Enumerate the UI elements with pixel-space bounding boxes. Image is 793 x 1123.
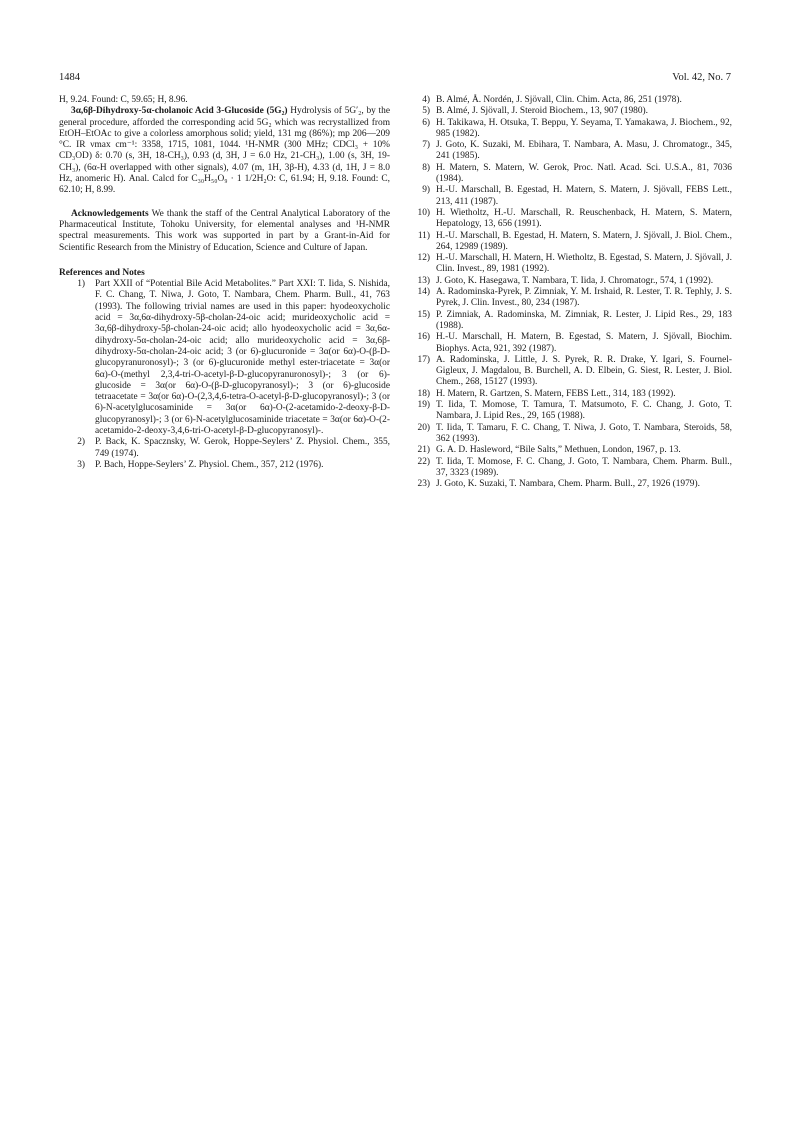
reference-text: Part XXII of “Potential Bile Acid Metabolites.” Part XXI: T. Iida, S. Nishida, F. C. Chang, T. Niwa, J. Goto, T. Nambara, Chem. Pharm. Bull., 41, 763 (1993). The following trivial names are used in this paper: hyodeoxycholic acid = 3α,6α-dihydroxy-5β-cholan-24-oic acid; murideoxycholic acid = 3α,6β-dihydroxy-5β-cholan-24-oic acid; allo hyodeoxycholic acid = 3α,6α-dihydroxy-5α-cholan-24-oic acid; allo murideoxycholic acid = 3α,6β-dihydroxy-5α-cholan-24-oic acid; 3 (or 6)-glucuronide = 3α(or 6α)-O-(β-D-glucopyranuronosyl)-; 3 (or 6)-glucuronide methyl ester-triacetate = 3α(or 6α)-O-(methyl 2,3,4-tri-O-acetyl-β-D-glucopyranuronosyl)-; 3 (or 6)-glucoside = 3α(or 6α)-O-(β-D-glucopyranosyl)-; 3 (or 6)-glucoside tetraacetate = 3α(or 6α)-O-(2,3,4,6-tetra-O-acetyl-β-D-glucopyranosyl)-; 3 (or 6)-N-acetylglucosaminide = 3α(or 6α)-O-(2-acetamido-2-deoxy-β-D-glucopyranosyl)-; 3 (or 6)-N-acetylglucosaminide triacetate = 3α(or 6α)-O-(2-acetamido-2-deoxy-3,4,6-tri-O-acetyl-β-D-glucopyranosyl)-. xyxy=(95,279,390,437)
reference-number: 4) xyxy=(422,95,430,105)
compound-body: Hydrolysis of 5G′₂, by the general procedure, afforded the corresponding acid 5G₂ which was recrystallized from EtOH–EtOAc to give a colorless amorphous solid; yield, 131 mg (86%); mp 206—209 °C. IR νmax cm⁻¹: 3358, 1715, 1081, 1044. ¹H-NMR (300 MHz; CDCl₃ + 10% CD₃OD) δ: 0.70 (s, 3H, 18-CH₃), 0.93 (d, 3H, J = 6.0 Hz, 21-CH₃), 1.00 (s, 3H, 19-CH₃), (6α-H overlapped with other signals), 4.07 (m, 1H, 3β-H), 4.33 (d, 1H, J = 8.0 Hz, anomeric H). Anal. Calcd for C₃₀H₅₀O₉ · 1 1/2H₂O: C, 61.94; H, 9.18. Found: C, 62.10; H, 8.99. xyxy=(59,106,391,196)
references-list-right xyxy=(404,95,732,490)
reference-item xyxy=(404,457,732,480)
reference-number: 14) xyxy=(417,287,430,298)
reference-text: T. Iida, T. Momose, T. Tamura, T. Matsumoto, F. C. Chang, J. Goto, T. Nambara, J. Lipid Res., 29, 165 (1988). xyxy=(436,400,732,422)
reference-number: 3) xyxy=(77,459,85,470)
references-title: References and Notes xyxy=(59,267,145,278)
reference-item xyxy=(404,355,732,389)
reference-item xyxy=(404,106,732,117)
reference-text: J. Goto, K. Suzaki, T. Nambara, Chem. Pharm. Bull., 27, 1926 (1979). xyxy=(436,479,700,490)
references-list-left xyxy=(59,279,390,471)
reference-number: 19) xyxy=(417,400,430,411)
reference-item xyxy=(404,140,732,163)
reference-item xyxy=(404,253,732,276)
reference-text: P. Zimniak, A. Radominska, M. Zimniak, R. Lester, J. Lipid Res., 29, 183 (1988). xyxy=(436,309,732,331)
reference-item xyxy=(404,287,732,310)
reference-item xyxy=(404,479,732,490)
reference-number: 15) xyxy=(417,309,430,320)
reference-number: 6) xyxy=(422,117,430,128)
reference-text: H.-U. Marschall, B. Egestad, H. Matern, S. Matern, J. Sjövall, J. Biol. Chem., 264, 12989 (1989). xyxy=(436,230,732,252)
reference-number: 12) xyxy=(417,253,430,264)
reference-text: H. Matern, R. Gartzen, S. Matern, FEBS Lett., 314, 183 (1992). xyxy=(436,388,676,399)
reference-item xyxy=(404,445,732,456)
right-column xyxy=(404,95,732,490)
reference-text: T. Iida, T. Momose, F. C. Chang, J. Goto, T. Nambara, Chem. Pharm. Bull., 37, 3323 (1989). xyxy=(436,456,732,478)
reference-number: 7) xyxy=(422,140,430,151)
reference-text: H. Takikawa, H. Otsuka, T. Beppu, Y. Seyama, T. Yamakawa, J. Biochem., 92, 985 (1982). xyxy=(436,117,732,139)
reference-text: J. Goto, K. Hasegawa, T. Nambara, T. Iida, J. Chromatogr., 574, 1 (1992). xyxy=(436,275,714,286)
reference-item xyxy=(404,310,732,333)
reference-number: 16) xyxy=(417,332,430,343)
reference-number: 10) xyxy=(417,207,430,218)
reference-number: 5) xyxy=(422,106,430,117)
reference-text: H. Matern, S. Matern, W. Gerok, Proc. Natl. Acad. Sci. U.S.A., 81, 7036 (1984). xyxy=(436,162,732,185)
reference-text: A. Radominska, J. Little, J. S. Pyrek, R. R. Drake, Y. Igari, S. Fournel-Gigleux, J. Magdalou, B. Burchell, A. D. Elbein, G. Siest, R. Lester, J. Biol. Chem., 268, 15127 (1993). xyxy=(436,354,732,388)
compound-paragraph xyxy=(59,106,390,196)
reference-text: H.-U. Marschall, H. Matern, H. Wietholtz, B. Egestad, S. Matern, J. Sjövall, J. Clin. Invest., 89, 1981 (1992). xyxy=(436,253,732,275)
reference-number: 22) xyxy=(417,456,430,467)
reference-text: G. A. D. Hasleword, “Bile Salts,” Methuen, London, 1967, p. 13. xyxy=(436,445,681,456)
reference-item xyxy=(404,163,732,186)
acknowledgements-paragraph xyxy=(59,209,390,254)
reference-item xyxy=(59,437,390,460)
reference-text: T. Iida, T. Tamaru, F. C. Chang, T. Niwa, J. Goto, T. Nambara, Steroids, 58, 362 (1993). xyxy=(436,422,732,444)
reference-item xyxy=(404,276,732,287)
found-line: H, 9.24. Found: C, 59.65; H, 8.96. xyxy=(59,95,188,105)
reference-number: 21) xyxy=(417,445,430,456)
reference-number: 1) xyxy=(77,279,85,290)
reference-item xyxy=(404,95,732,106)
reference-number: 18) xyxy=(417,388,430,399)
reference-text: H.-U. Marschall, H. Matern, B. Egestad, S. Matern, J. Sjövall, Biochim. Biophys. Acta, 921, 392 (1987). xyxy=(436,332,732,354)
reference-text: P. Bach, Hoppe-Seylers’ Z. Physiol. Chem., 357, 212 (1976). xyxy=(95,459,324,470)
reference-number: 20) xyxy=(417,422,430,433)
volume-issue: Vol. 42, No. 7 xyxy=(672,72,731,83)
reference-item xyxy=(404,185,732,208)
reference-text: H. Wietholtz, H.-U. Marschall, R. Reuschenback, H. Matern, S. Matern, Hepatology, 13, 656 (1991). xyxy=(436,207,732,230)
reference-number: 17) xyxy=(417,354,430,365)
reference-item xyxy=(404,231,732,254)
reference-text: B. Almé, Å. Nordén, J. Sjövall, Clin. Chim. Acta, 86, 251 (1978). xyxy=(436,95,682,105)
reference-text: H.-U. Marschall, B. Egestad, H. Matern, S. Matern, J. Sjövall, FEBS Lett., 213, 411 (1987). xyxy=(436,185,732,207)
page-number: 1484 xyxy=(59,72,80,83)
reference-item xyxy=(59,279,390,437)
reference-number: 23) xyxy=(417,479,430,490)
reference-text: A. Radominska-Pyrek, P. Zimniak, Y. M. Irshaid, R. Lester, T. R. Tephly, J. S. Pyrek, J. Clin. Invest., 80, 234 (1987). xyxy=(436,287,732,309)
reference-item xyxy=(404,400,732,423)
reference-item xyxy=(404,332,732,355)
reference-item xyxy=(404,208,732,231)
reference-text: P. Back, K. Spacznsky, W. Gerok, Hoppe-Seylers’ Z. Physiol. Chem., 355, 749 (1974). xyxy=(95,437,390,459)
left-column xyxy=(59,95,390,471)
compound-title: 3α,6β-Dihydroxy-5α-cholanoic Acid 3-Glucoside (5G₂) xyxy=(71,106,288,117)
reference-number: 9) xyxy=(422,185,430,196)
reference-number: 2) xyxy=(77,437,85,448)
references-heading xyxy=(59,268,390,279)
reference-text: B. Almé, J. Sjövall, J. Steroid Biochem., 13, 907 (1980). xyxy=(436,106,648,117)
acknowledgements-body: We thank the staff of the Central Analytical Laboratory of the Pharmaceutical Institute, Tohoku University, for elemental analyses and ¹H-NMR spectral measurements. This work was supported in part by a Grant-in-Aid for Scientific Research from the Ministry of Education, Science and Culture of Japan. xyxy=(59,208,390,253)
reference-text: J. Goto, K. Suzaki, M. Ebihara, T. Nambara, A. Masu, J. Chromatogr., 345, 241 (1985). xyxy=(436,140,732,162)
reference-item xyxy=(59,460,390,471)
reference-item xyxy=(404,423,732,446)
reference-number: 13) xyxy=(417,275,430,286)
reference-number: 11) xyxy=(417,230,430,241)
reference-item xyxy=(404,389,732,400)
acknowledgements-title: Acknowledgements xyxy=(71,208,149,219)
reference-number: 8) xyxy=(422,162,430,173)
reference-item xyxy=(404,118,732,141)
